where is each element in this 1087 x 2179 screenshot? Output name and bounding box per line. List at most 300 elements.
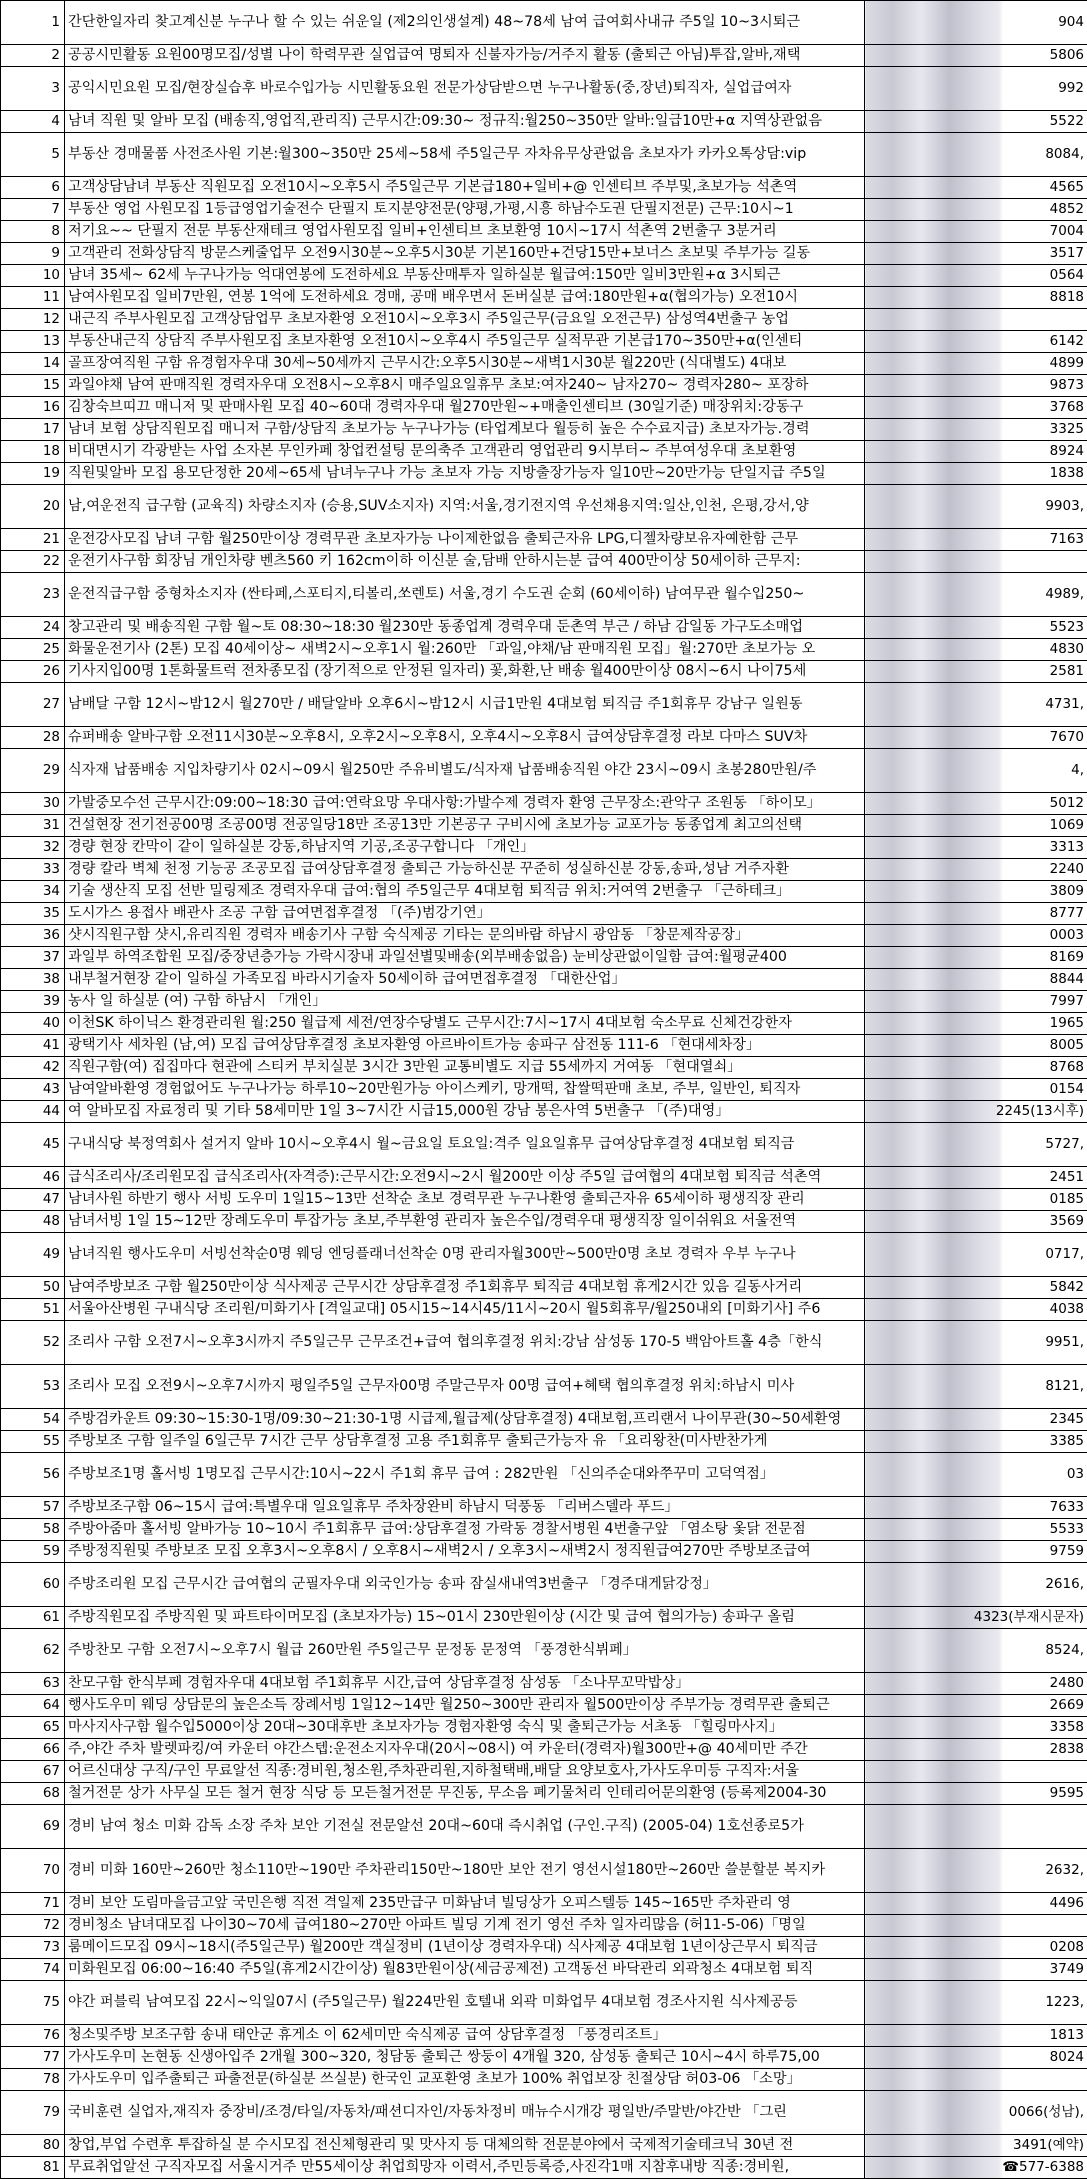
job-ad-text: 주,야간 주차 발렛파킹/여 카운터 야간스텝:운전소지자우대(20시~08시) 여 카운터(경력자)월300만+@ 40세미만 주간 bbox=[65, 1739, 865, 1761]
job-ad-text: 남,여운전직 급구함 (교육직) 차량소지자 (승용,SUV소지자) 지역:서울,경기전지역 우선채용지역:일산,인천, 은평,강서,양 bbox=[65, 485, 865, 529]
table-row bbox=[1, 441, 1087, 463]
phone-number-tail: 7997 bbox=[1049, 993, 1084, 1010]
phone-cell bbox=[865, 2091, 1087, 2135]
phone-number-tail: 5842 bbox=[1049, 1279, 1084, 1296]
row-number: 66 bbox=[1, 1739, 65, 1761]
table-row bbox=[1, 881, 1087, 903]
phone-number-tail: 904 bbox=[1058, 14, 1084, 30]
phone-cell bbox=[865, 1519, 1087, 1541]
phone-cell bbox=[865, 2135, 1087, 2157]
table-row bbox=[1, 1607, 1087, 1629]
phone-cell bbox=[865, 1497, 1087, 1519]
job-ad-text: 운전강사모집 남녀 구함 월250만이상 경력무관 초보자가능 나이제한없음 출퇴근자유 LPG,디젤차량보유자예한함 근무 bbox=[65, 529, 865, 551]
row-number: 55 bbox=[1, 1431, 65, 1453]
phone-cell bbox=[865, 969, 1087, 991]
row-number: 2 bbox=[1, 45, 65, 67]
phone-cell bbox=[865, 1299, 1087, 1321]
row-number: 44 bbox=[1, 1101, 65, 1123]
phone-cell bbox=[865, 2047, 1087, 2069]
table-row bbox=[1, 793, 1087, 815]
phone-number-tail: 5533 bbox=[1049, 1521, 1084, 1538]
phone-number-tail: 0185 bbox=[1049, 1191, 1084, 1208]
phone-number-tail: 3517 bbox=[1049, 245, 1084, 262]
phone-cell bbox=[865, 1695, 1087, 1717]
table-row bbox=[1, 1167, 1087, 1189]
job-ad-text: 운전기사구함 회장님 개인차량 벤츠560 키 162cm이하 이신분 술,담배 안하시는분 급여 400만이상 50세이하 근무지: bbox=[65, 551, 865, 573]
phone-cell bbox=[865, 661, 1087, 683]
row-number: 42 bbox=[1, 1057, 65, 1079]
phone-number-tail: 3358 bbox=[1049, 1719, 1084, 1736]
phone-cell bbox=[865, 199, 1087, 221]
table-row bbox=[1, 1431, 1087, 1453]
job-ad-text: 부동산 경매물품 사전조사원 기본:월300~350만 25세~58세 주5일근무 자차유무상관없음 초보자가 카카오톡상담:vip bbox=[65, 133, 865, 177]
phone-number-tail: 1223, bbox=[1045, 1994, 1084, 2011]
phone-number-tail: 1965 bbox=[1049, 1015, 1084, 1032]
row-number: 38 bbox=[1, 969, 65, 991]
phone-cell bbox=[865, 463, 1087, 485]
phone-number-tail: 9759 bbox=[1049, 1543, 1084, 1560]
job-ad-text: 공익시민요원 모집/현장실습후 바로수입가능 시민활동요원 전문가상담받으면 누구나활동(중,장년)퇴직자, 실업급여자 bbox=[65, 67, 865, 111]
table-row bbox=[1, 1541, 1087, 1563]
job-ad-text: 부동산내근직 상담직 주부사원모집 초보자환영 오전10시~오후4시 주5일근무 실적무관 기본급170~350만+α(인센티 bbox=[65, 331, 865, 353]
table-row bbox=[1, 1805, 1087, 1849]
row-number: 59 bbox=[1, 1541, 65, 1563]
job-ad-text: 경비 미화 160만~260만 청소110만~190만 주차관리150만~180만 보안 전기 영선시설180만~260만 쓸분할분 복지카 bbox=[65, 1849, 865, 1893]
phone-cell bbox=[865, 947, 1087, 969]
job-ad-text: 경비청소 남녀대모집 나이30~70세 급여180~270만 아파트 빌딩 기계 전기 영선 주차 일자리많음 (허11-5-06)「명일 bbox=[65, 1915, 865, 1937]
row-number: 46 bbox=[1, 1167, 65, 1189]
table-row bbox=[1, 1057, 1087, 1079]
phone-number-tail: 7004 bbox=[1049, 223, 1084, 240]
job-ad-text: 간단한일자리 찾고계신분 누구나 할 수 있는 쉬운일 (제2의인생설계) 48~78세 남여 급여회사내규 주5일 10~3시퇴근 bbox=[65, 1, 865, 45]
row-number: 78 bbox=[1, 2069, 65, 2091]
phone-cell bbox=[865, 265, 1087, 287]
phone-number-tail: 5523 bbox=[1049, 619, 1084, 636]
phone-cell bbox=[865, 397, 1087, 419]
job-ad-text: 내근직 주부사원모집 고객상담업무 초보자환영 오전10시~오후3시 주5일근무(금요일 오전근무) 삼성역4번출구 농업 bbox=[65, 309, 865, 331]
table-row bbox=[1, 265, 1087, 287]
table-row bbox=[1, 2047, 1087, 2069]
job-ad-text: 무료취업알선 구직자모집 서울시거주 만55세이상 취업희망자 이력서,주민등록증,사진각1매 지참후내방 직종:경비원, bbox=[65, 2157, 865, 2179]
table-row bbox=[1, 485, 1087, 529]
phone-cell bbox=[865, 2069, 1087, 2091]
table-row bbox=[1, 1717, 1087, 1739]
table-row bbox=[1, 1959, 1087, 1981]
job-ad-text: 직원및알바 모집 용모단정한 20세~65세 남녀누구나 가능 초보자 가능 지방출장가능자 일10만~20만가능 단일지급 주5일 bbox=[65, 463, 865, 485]
phone-number-tail: 2616, bbox=[1045, 1576, 1084, 1593]
row-number: 53 bbox=[1, 1365, 65, 1409]
table-row bbox=[1, 1739, 1087, 1761]
phone-number-tail: 5522 bbox=[1049, 113, 1084, 130]
phone-number-tail: 0564 bbox=[1049, 267, 1084, 284]
phone-cell bbox=[865, 309, 1087, 331]
phone-number-tail: 2838 bbox=[1049, 1741, 1084, 1758]
job-ad-text: 기술 생산직 모집 선반 밀링제조 경력자우대 급여:협의 주5일근무 4대보험 퇴직금 위치:거여역 2번출구 「근하테크」 bbox=[65, 881, 865, 903]
table-row bbox=[1, 551, 1087, 573]
table-row bbox=[1, 1893, 1087, 1915]
row-number: 5 bbox=[1, 133, 65, 177]
phone-number-tail: 2245(13시후) bbox=[995, 1103, 1084, 1120]
job-ad-text: 비대면시기 각광받는 사업 소자본 무인카페 창업컨설팅 문의축주 고객관리 영업관리 9시부터~ 주부여성우대 초보환영 bbox=[65, 441, 865, 463]
job-ad-text: 주방보조1명 홀서빙 1명모집 근무시간:10시~22시 주1회 휴무 급여 : 282만원 「신의주순대와쭈꾸미 고덕역점」 bbox=[65, 1453, 865, 1497]
job-ad-text: 조리사 모집 오전9시~오후7시까지 평일주5일 근무자00명 주말근무자 00명 급여+혜택 협의후결정 위치:하남시 미사 bbox=[65, 1365, 865, 1409]
phone-number-tail: 8844 bbox=[1049, 971, 1084, 988]
phone-number-tail: 4989, bbox=[1045, 586, 1084, 603]
row-number: 79 bbox=[1, 2091, 65, 2135]
job-ad-text: 창업,부업 수련후 투잡하실 분 수시모집 전신체형관리 및 맛사지 등 대체의학 전문분야에서 국제적기술테크닉 30년 전 bbox=[65, 2135, 865, 2157]
job-ad-text: 공공시민활동 요원00명모집/성별 나이 학력무관 실업급여 명퇴자 신불자가능/거주지 활동 (출퇴근 아님)투잡,알바,재택 bbox=[65, 45, 865, 67]
phone-cell bbox=[865, 1409, 1087, 1431]
table-row bbox=[1, 1453, 1087, 1497]
row-number: 48 bbox=[1, 1211, 65, 1233]
phone-cell bbox=[865, 551, 1087, 573]
phone-number-tail: 8924 bbox=[1049, 443, 1084, 460]
phone-cell bbox=[865, 353, 1087, 375]
table-row bbox=[1, 1277, 1087, 1299]
phone-number-tail: 3491(예약) bbox=[1013, 2137, 1084, 2154]
phone-number-tail: 4, bbox=[1071, 762, 1084, 779]
phone-cell bbox=[865, 1123, 1087, 1167]
phone-number-tail: 8768 bbox=[1049, 1059, 1084, 1076]
phone-number-tail: 3809 bbox=[1049, 883, 1084, 900]
row-number: 57 bbox=[1, 1497, 65, 1519]
phone-number-tail: 2451 bbox=[1049, 1169, 1084, 1186]
row-number: 63 bbox=[1, 1673, 65, 1695]
job-ad-text: 가발중모수선 근무시간:09:00~18:30 급여:연락요망 우대사항:가발수제 경력자 환영 근무장소:관악구 조원동 「하이모」 bbox=[65, 793, 865, 815]
table-row bbox=[1, 815, 1087, 837]
table-row bbox=[1, 177, 1087, 199]
phone-cell bbox=[865, 1849, 1087, 1893]
phone-number-tail: 3313 bbox=[1049, 839, 1084, 856]
job-ad-text: 주방아줌마 홀서빙 알바가능 10~10시 주1회휴무 급여:상담후결정 가락동 경찰서병원 4번출구앞 「염소탕 옻닭 전문점 bbox=[65, 1519, 865, 1541]
job-ad-text: 철거전문 상가 사무실 모든 철거 현장 식당 등 모든철거전문 무진동, 무소음 폐기물처리 인테리어문의환영 (등록제2004-30 bbox=[65, 1783, 865, 1805]
phone-number-tail: 0208 bbox=[1049, 1939, 1084, 1956]
job-ad-text: 주방직원모집 주방직원 및 파트타이머모집 (초보자가능) 15~01시 230만원이상 (시간 및 급여 협의가능) 송파구 올림 bbox=[65, 1607, 865, 1629]
job-ad-text: 청소및주방 보조구함 송내 태안군 휴게소 이 62세미만 숙식제공 급여 상담후결정 「풍경리조트」 bbox=[65, 2025, 865, 2047]
job-ad-text: 남녀 보험 상담직원모집 매니저 구함/상담직 초보가능 누구나가능 (타업계보다 월등히 높은 수수료지급) 초보자가능.경력 bbox=[65, 419, 865, 441]
table-row bbox=[1, 859, 1087, 881]
table-row bbox=[1, 661, 1087, 683]
row-number: 47 bbox=[1, 1189, 65, 1211]
phone-cell bbox=[865, 617, 1087, 639]
table-row bbox=[1, 1849, 1087, 1893]
phone-cell bbox=[865, 1035, 1087, 1057]
phone-cell bbox=[865, 1365, 1087, 1409]
phone-number-tail: 0154 bbox=[1049, 1081, 1084, 1098]
phone-cell bbox=[865, 419, 1087, 441]
job-ad-text: 주방검카운트 09:30~15:30-1명/09:30~21:30-1명 시급제,월급제(상담후결정) 4대보험,프리랜서 나이무관(30~50세환영 bbox=[65, 1409, 865, 1431]
row-number: 74 bbox=[1, 1959, 65, 1981]
row-number: 28 bbox=[1, 727, 65, 749]
job-ad-text: 슈퍼배송 알바구함 오전11시30분~오후8시, 오후2시~오후8시, 오후4시~오후8시 급여상담후결정 라보 다마스 SUV차 bbox=[65, 727, 865, 749]
table-row bbox=[1, 199, 1087, 221]
table-row bbox=[1, 133, 1087, 177]
row-number: 64 bbox=[1, 1695, 65, 1717]
phone-cell bbox=[865, 859, 1087, 881]
row-number: 18 bbox=[1, 441, 65, 463]
job-ad-text: 주방보조 구함 일주일 6일근무 7시간 근무 상담후결정 고용 주1회휴무 출퇴근가능자 유 「요리왕찬(미사반찬가게 bbox=[65, 1431, 865, 1453]
phone-cell bbox=[865, 639, 1087, 661]
phone-cell bbox=[865, 925, 1087, 947]
table-row bbox=[1, 1299, 1087, 1321]
phone-cell bbox=[865, 1431, 1087, 1453]
table-row bbox=[1, 1013, 1087, 1035]
phone-cell bbox=[865, 1211, 1087, 1233]
job-ad-text: 도시가스 용접사 배관사 조공 구함 급여면접후결정 「(주)범강기연」 bbox=[65, 903, 865, 925]
table-row bbox=[1, 331, 1087, 353]
table-row bbox=[1, 749, 1087, 793]
row-number: 34 bbox=[1, 881, 65, 903]
row-number: 33 bbox=[1, 859, 65, 881]
row-number: 4 bbox=[1, 111, 65, 133]
job-ad-text: 운전직급구함 중형차소지자 (싼타페,스포티지,티볼리,쏘렌토) 서울,경기 수도권 순회 (60세이하) 남여무관 월수입250~ bbox=[65, 573, 865, 617]
table-row bbox=[1, 419, 1087, 441]
phone-number-tail: 4323(부재시문자) bbox=[973, 1609, 1084, 1626]
table-row bbox=[1, 397, 1087, 419]
job-ad-text: 저기요~~ 단필지 전문 부동산재테크 영업사원모집 일비+인센티브 초보환영 10시~17시 석촌역 2번출구 3분거리 bbox=[65, 221, 865, 243]
row-number: 15 bbox=[1, 375, 65, 397]
phone-number-tail: 2632, bbox=[1045, 1862, 1084, 1879]
row-number: 49 bbox=[1, 1233, 65, 1277]
phone-number-tail: 4565 bbox=[1049, 179, 1084, 196]
phone-number-tail: 4852 bbox=[1049, 201, 1084, 218]
phone-cell bbox=[865, 529, 1087, 551]
row-number: 50 bbox=[1, 1277, 65, 1299]
row-number: 56 bbox=[1, 1453, 65, 1497]
table-row bbox=[1, 1673, 1087, 1695]
table-row bbox=[1, 1563, 1087, 1607]
row-number: 9 bbox=[1, 243, 65, 265]
table-row bbox=[1, 1101, 1087, 1123]
phone-number-tail: 2669 bbox=[1049, 1697, 1084, 1714]
row-number: 12 bbox=[1, 309, 65, 331]
table-row bbox=[1, 1519, 1087, 1541]
phone-cell bbox=[865, 1893, 1087, 1915]
job-ad-text: 샷시직원구함 샷시,유리직원 경력자 배송기사 구함 숙식제공 기타는 문의바람 하남시 광암동 「창문제작공장」 bbox=[65, 925, 865, 947]
row-number: 61 bbox=[1, 1607, 65, 1629]
table-row bbox=[1, 2091, 1087, 2135]
row-number: 68 bbox=[1, 1783, 65, 1805]
phone-cell bbox=[865, 485, 1087, 529]
table-row bbox=[1, 1211, 1087, 1233]
phone-cell bbox=[865, 1101, 1087, 1123]
row-number: 20 bbox=[1, 485, 65, 529]
phone-cell bbox=[865, 727, 1087, 749]
row-number: 51 bbox=[1, 1299, 65, 1321]
phone-cell bbox=[865, 573, 1087, 617]
table-row bbox=[1, 45, 1087, 67]
table-row bbox=[1, 1409, 1087, 1431]
table-row bbox=[1, 1915, 1087, 1937]
row-number: 23 bbox=[1, 573, 65, 617]
phone-number-tail: 7163 bbox=[1049, 531, 1084, 548]
phone-cell bbox=[865, 1321, 1087, 1365]
phone-cell bbox=[865, 815, 1087, 837]
phone-number-tail: 8121, bbox=[1045, 1378, 1084, 1395]
job-ad-text: 고객상담남녀 부동산 직원모집 오전10시~오후5시 주5일근무 기본급180+일비+@ 인센티브 주부및,초보가능 석촌역 bbox=[65, 177, 865, 199]
phone-number-tail: 2345 bbox=[1049, 1411, 1084, 1428]
phone-number-tail: 1838 bbox=[1049, 465, 1084, 482]
row-number: 22 bbox=[1, 551, 65, 573]
job-ad-text: 기사지입00명 1톤화물트럭 전차종모집 (장기적으로 안정된 일자리) 꽃,화환,난 배송 월400만이상 08시~6시 나이75세 bbox=[65, 661, 865, 683]
table-row bbox=[1, 969, 1087, 991]
row-number: 11 bbox=[1, 287, 65, 309]
phone-cell bbox=[865, 2157, 1087, 2179]
row-number: 21 bbox=[1, 529, 65, 551]
phone-cell bbox=[865, 1981, 1087, 2025]
phone-cell bbox=[865, 177, 1087, 199]
phone-number-tail: 0066(성남), bbox=[1008, 2104, 1084, 2121]
job-ad-text: 구내식당 북정역회사 설거지 알바 10시~오후4시 월~금요일 토요일:격주 일요일휴무 급여상담후결정 4대보험 퇴직금 bbox=[65, 1123, 865, 1167]
table-row bbox=[1, 991, 1087, 1013]
table-row bbox=[1, 2157, 1087, 2179]
table-row bbox=[1, 903, 1087, 925]
job-ad-text: 식자재 납품배송 지입차량기사 02시~09시 월250만 주유비별도/식자재 납품배송직원 야간 23시~09시 초봉280만원/주 bbox=[65, 749, 865, 793]
row-number: 17 bbox=[1, 419, 65, 441]
row-number: 69 bbox=[1, 1805, 65, 1849]
table-row bbox=[1, 2069, 1087, 2091]
job-ad-text: 주방조리원 모집 근무시간 급여협의 군필자우대 외국인가능 송파 잠실새내역3번출구 「경주대게닭강정」 bbox=[65, 1563, 865, 1607]
table-row bbox=[1, 1035, 1087, 1057]
phone-number-tail: 1813 bbox=[1049, 2027, 1084, 2044]
phone-number-tail: 8024 bbox=[1049, 2049, 1084, 2066]
table-row bbox=[1, 463, 1087, 485]
table-row bbox=[1, 353, 1087, 375]
phone-number-tail: 3749 bbox=[1049, 1961, 1084, 1978]
table-row bbox=[1, 1365, 1087, 1409]
row-number: 80 bbox=[1, 2135, 65, 2157]
row-number: 72 bbox=[1, 1915, 65, 1937]
job-ad-text: 조리사 구함 오전7시~오후3시까지 주5일근무 근무조건+급여 협의후결정 위치:강남 삼성동 170-5 백암아트홀 4층「한식 bbox=[65, 1321, 865, 1365]
job-ad-text: 미화원모집 06:00~16:40 주5일(휴게2시간이상) 월83만원이상(세금공제전) 고객동선 바닥관리 외곽청소 4대보험 퇴직 bbox=[65, 1959, 865, 1981]
table-row bbox=[1, 1123, 1087, 1167]
phone-number-tail: 2480 bbox=[1049, 1675, 1084, 1692]
table-row bbox=[1, 1783, 1087, 1805]
job-ad-text: 국비훈련 실업자,재직자 중장비/조경/타일/자동차/패션디자인/자동차정비 매뉴수시개강 평일반/주말반/야간반 「그린 bbox=[65, 2091, 865, 2135]
row-number: 75 bbox=[1, 1981, 65, 2025]
phone-number-tail: 2240 bbox=[1049, 861, 1084, 878]
phone-number-tail: 5727, bbox=[1045, 1136, 1084, 1153]
phone-number-tail: 4496 bbox=[1049, 1895, 1084, 1912]
table-row bbox=[1, 375, 1087, 397]
phone-number-tail: 5012 bbox=[1049, 795, 1084, 812]
phone-number-tail: 7633 bbox=[1049, 1499, 1084, 1516]
phone-cell bbox=[865, 1761, 1087, 1783]
job-ad-text: 룸메이드모집 09시~18시(주5일근무) 월200만 객실정비 (1년이상 경력자우대) 식사제공 4대보험 1년이상근무시 퇴직금 bbox=[65, 1937, 865, 1959]
table-row bbox=[1, 67, 1087, 111]
table-row bbox=[1, 2025, 1087, 2047]
phone-cell bbox=[865, 1057, 1087, 1079]
table-row bbox=[1, 1079, 1087, 1101]
phone-number-tail: 9873 bbox=[1049, 377, 1084, 394]
phone-cell bbox=[865, 1717, 1087, 1739]
phone-number-tail: 9595 bbox=[1049, 1785, 1084, 1802]
phone-number-tail: 4038 bbox=[1049, 1301, 1084, 1318]
phone-number-tail: 4899 bbox=[1049, 355, 1084, 372]
row-number: 3 bbox=[1, 67, 65, 111]
table-row bbox=[1, 1761, 1087, 1783]
job-ad-text: 야간 퍼블릭 남여모집 22시~익일07시 (주5일근무) 월224만원 호텔내 외곽 미화업무 4대보험 경조사지원 식사제공등 bbox=[65, 1981, 865, 2025]
row-number: 65 bbox=[1, 1717, 65, 1739]
job-ad-text: 남녀서빙 1일 15~12만 장례도우미 투잡가능 초보,주부환영 관리자 높은수입/경력우대 평생직장 일이쉬워요 서울전역 bbox=[65, 1211, 865, 1233]
phone-cell bbox=[865, 793, 1087, 815]
phone-cell bbox=[865, 331, 1087, 353]
row-number: 67 bbox=[1, 1761, 65, 1783]
table-row bbox=[1, 683, 1087, 727]
job-ad-text: 직원구함(여) 집집마다 현관에 스티커 부치실분 3시간 3만원 교통비별도 지급 55세까지 거여동 「현대열쇠」 bbox=[65, 1057, 865, 1079]
table-row bbox=[1, 529, 1087, 551]
job-ad-text: 농사 일 하실분 (여) 구함 하남시 「개인」 bbox=[65, 991, 865, 1013]
job-ad-text: 남녀사원 하반기 행사 서빙 도우미 1일15~13만 선착순 초보 경력무관 누구나환영 출퇴근자유 65세이하 평생직장 관리 bbox=[65, 1189, 865, 1211]
phone-number-tail: ☎577-6388 bbox=[1002, 2159, 1084, 2176]
phone-cell bbox=[865, 1277, 1087, 1299]
phone-cell bbox=[865, 1805, 1087, 1849]
phone-cell bbox=[865, 1959, 1087, 1981]
phone-cell bbox=[865, 991, 1087, 1013]
phone-cell bbox=[865, 749, 1087, 793]
row-number: 45 bbox=[1, 1123, 65, 1167]
phone-cell bbox=[865, 67, 1087, 111]
phone-cell bbox=[865, 1541, 1087, 1563]
row-number: 54 bbox=[1, 1409, 65, 1431]
phone-cell bbox=[865, 1167, 1087, 1189]
phone-number-tail: 03 bbox=[1066, 1466, 1084, 1483]
row-number: 60 bbox=[1, 1563, 65, 1607]
table-row bbox=[1, 1, 1087, 45]
phone-number-tail: 5806 bbox=[1049, 47, 1084, 64]
phone-cell bbox=[865, 1079, 1087, 1101]
row-number: 62 bbox=[1, 1629, 65, 1673]
phone-number-tail: 1069 bbox=[1049, 817, 1084, 834]
row-number: 58 bbox=[1, 1519, 65, 1541]
table-row bbox=[1, 1937, 1087, 1959]
row-number: 70 bbox=[1, 1849, 65, 1893]
table-row bbox=[1, 1497, 1087, 1519]
table-row bbox=[1, 309, 1087, 331]
job-ad-text: 남여사원모집 일비7만원, 연봉 1억에 도전하세요 경매, 공매 배우면서 돈버실분 급여:180만원+α(협의가능) 오전10시 bbox=[65, 287, 865, 309]
row-number: 77 bbox=[1, 2047, 65, 2069]
phone-number-tail: 3385 bbox=[1049, 1433, 1084, 1450]
table-row bbox=[1, 617, 1087, 639]
phone-cell bbox=[865, 1013, 1087, 1035]
job-ad-text: 급식조리사/조리원모집 급식조리사(자격증):근무시간:오전9시~2시 월200만 이상 주5일 급여협의 4대보험 퇴직금 석촌역 bbox=[65, 1167, 865, 1189]
job-ad-text: 고객관리 전화상담직 방문스케줄업무 오전9시30분~오후5시30분 기본160만+건당15만+보너스 초보및 주부가능 길동 bbox=[65, 243, 865, 265]
table-row bbox=[1, 2135, 1087, 2157]
job-ad-text: 내부철거현장 같이 일하실 가족모집 바라시기술자 50세이하 급여면접후결정 「대한산업」 bbox=[65, 969, 865, 991]
phone-cell bbox=[865, 111, 1087, 133]
row-number: 26 bbox=[1, 661, 65, 683]
table-row bbox=[1, 1981, 1087, 2025]
job-ad-text: 건설현장 전기전공00명 조공00명 전공일당18만 조공13만 기본공구 구비시에 초보가능 교포가능 동종업계 최고의선택 bbox=[65, 815, 865, 837]
row-number: 43 bbox=[1, 1079, 65, 1101]
phone-cell bbox=[865, 903, 1087, 925]
phone-number-tail: 7670 bbox=[1049, 729, 1084, 746]
row-number: 37 bbox=[1, 947, 65, 969]
phone-cell bbox=[865, 1783, 1087, 1805]
phone-number-tail: 9903, bbox=[1045, 498, 1084, 515]
job-ad-text: 남녀 직원 및 알바 모집 (배송직,영업직,관리직) 근무시간:09:30~ 정규직:월250~350만 알바:일급10만+α 지역상관없음 bbox=[65, 111, 865, 133]
job-ad-text: 남배달 구함 12시~밤12시 월270만 / 배달알바 오후6시~밤12시 시급1만원 4대보험 퇴직금 주1회휴무 강남구 일원동 bbox=[65, 683, 865, 727]
table-row bbox=[1, 947, 1087, 969]
ads-table-body bbox=[1, 1, 1087, 2179]
phone-number-tail: 8169 bbox=[1049, 949, 1084, 966]
row-number: 41 bbox=[1, 1035, 65, 1057]
job-ad-text: 골프장여직원 구함 유경험자우대 30세~50세까지 근무시간:오후5시30분~새벽1시30분 월220만 (식대별도) 4대보 bbox=[65, 353, 865, 375]
row-number: 16 bbox=[1, 397, 65, 419]
phone-cell bbox=[865, 881, 1087, 903]
job-ad-text: 화물운전기사 (2톤) 모집 40세이상~ 새벽2시~오후1시 월:260만 「과일,야채/남 판매직원 모집」월:270만 초보가능 오 bbox=[65, 639, 865, 661]
phone-number-tail: 0717, bbox=[1045, 1246, 1084, 1263]
